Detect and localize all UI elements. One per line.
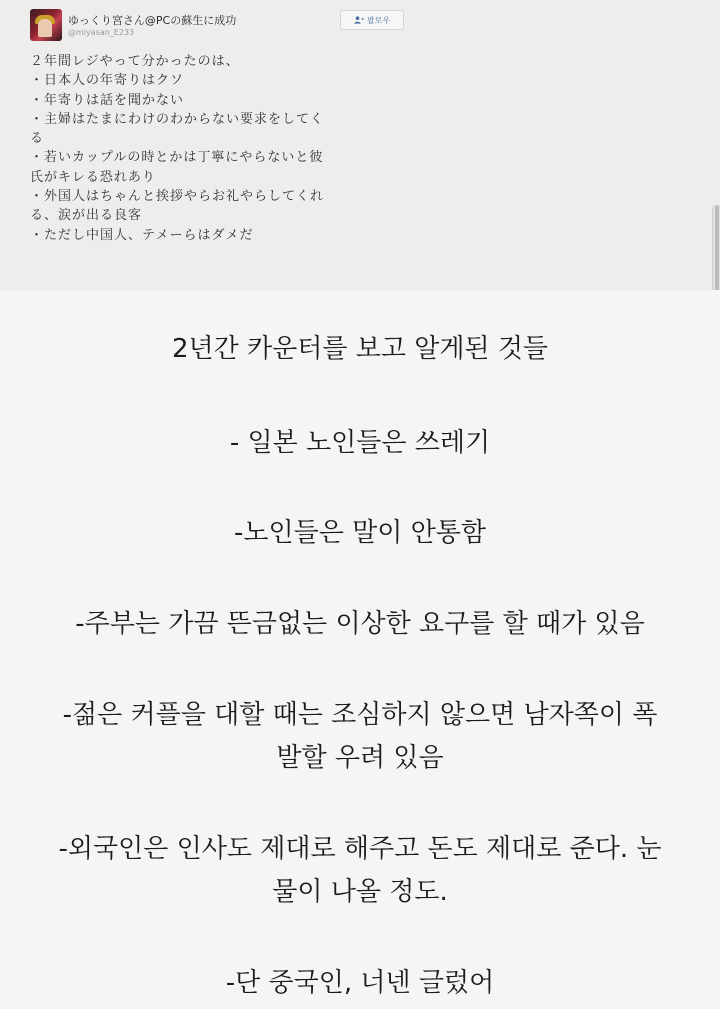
tweet-line: 氏がキレる恐れあり — [30, 169, 156, 185]
follow-label: 팔로우 — [366, 15, 391, 25]
tweet-line: ・若いカップルの時とかは丁寧にやらないと彼 — [30, 150, 324, 166]
translation-panel — [0, 290, 720, 1009]
translation-title: 2년간 카운터를 보고 알게된 것들 — [171, 334, 549, 364]
user-handle[interactable]: @miyasan_E233 — [68, 28, 135, 37]
translation-item: 물이 나올 정도. — [272, 877, 448, 907]
translation-item: -노인들은 말이 안통함 — [234, 518, 486, 548]
translation-item: 발할 우려 있음 — [276, 743, 444, 773]
translation-item: -주부는 가끔 뜬금없는 이상한 요구를 할 때가 있음 — [75, 609, 645, 639]
tweet-card — [0, 0, 720, 290]
tweet-line: ・主婦はたまにわけのわからない要求をしてく — [30, 111, 325, 127]
translation-item: -단 중국인, 너넨 글렀어 — [225, 968, 495, 998]
translation-item: - 일본 노인들은 쓰레기 — [229, 428, 491, 458]
follow-button[interactable] — [340, 10, 404, 30]
avatar[interactable] — [30, 9, 62, 41]
tweet-line: ・日本人の年寄りはクソ — [30, 73, 185, 89]
tweet-line: ・年寄りは話を聞かない — [30, 92, 185, 108]
add-user-icon — [354, 16, 364, 24]
translation-item: -외국인은 인사도 제대로 해주고 돈도 제대로 준다. 눈 — [58, 834, 662, 864]
tweet-line: る、涙が出る良客 — [30, 208, 143, 224]
display-name[interactable]: ゆっくり宮さん@PCの蘇生に成功 — [68, 14, 237, 27]
tweet-text — [30, 52, 410, 245]
tweet-line: る — [30, 131, 45, 147]
tweet-line: ２年間レジやって分かったのは、 — [30, 54, 240, 69]
tweet-line: ・外国人はちゃんと挨拶やらお礼やらしてくれ — [30, 189, 325, 205]
tweet-line: ・ただし中国人、テメーらはダメだ — [30, 227, 254, 243]
translation-item: -젊은 커플을 대할 때는 조심하지 않으면 남자쪽이 폭 — [62, 700, 658, 730]
